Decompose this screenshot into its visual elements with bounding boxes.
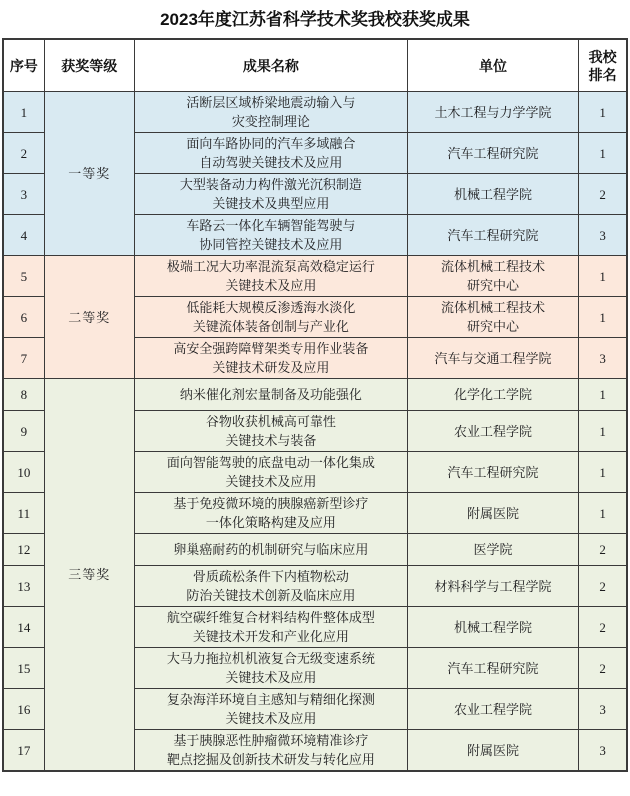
rank-cell [579,174,627,215]
table-body [3,92,627,772]
unit-cell [407,648,579,689]
cell-text-line: 一体化策略构建及应用 [205,515,336,530]
cell-text-line: 1 [599,505,606,521]
unit-cell [407,566,579,607]
achievement-name-cell [134,174,407,215]
cell-text-line: 16 [17,701,31,717]
rank-cell [579,411,627,452]
cell-text-line: 1 [599,268,606,284]
unit-cell [407,452,579,493]
cell-text-line: 靶点挖掘及创新技术研发与转化应用 [166,752,375,767]
achievement-name-cell [134,534,407,566]
row-number-cell [3,493,44,534]
cell-text-line: 卵巢癌耐药的机制研究与临床应用 [173,542,369,557]
achievement-name-cell [134,411,407,452]
cell-text-line: 7 [20,350,28,366]
cell-text-line: 1 [599,464,606,480]
cell-text-line: 面向车路协同的汽车多域融合 [186,136,356,151]
cell-text-line: 汽车工程研究院 [447,660,539,676]
cell-text-line: 纳米催化剂宏量制备及功能强化 [179,387,362,402]
cell-text-line: 关键技术及应用 [225,474,317,489]
unit-cell [407,534,579,566]
rank-cell [579,534,627,566]
unit-cell [407,689,579,730]
table-header [3,39,627,92]
cell-text-line: 流体机械工程技术 [441,300,546,315]
cell-text-line: 汽车工程研究院 [447,145,539,161]
achievement-name-cell [134,297,407,338]
achievement-name-cell [134,493,407,534]
row-number-cell [3,452,44,493]
cell-text-line: 5 [20,268,28,284]
cell-text-line: 基于胰腺恶性肿瘤微环境精准诊疗 [173,733,369,748]
unit-cell [407,133,579,174]
achievement-name-cell [134,133,407,174]
cell-text-line: 流体机械工程技术 [441,259,546,274]
rank-cell [579,452,627,493]
unit-cell [407,92,579,133]
rank-cell [579,566,627,607]
row-number-cell [3,256,44,297]
achievement-name-cell [134,215,407,256]
achievement-name-cell [134,730,407,772]
rank-cell [579,92,627,133]
rank-cell [579,689,627,730]
cell-text-line: 防治关键技术创新及临床应用 [186,588,356,603]
cell-text-line: 1 [599,423,606,439]
cell-text-line: 关键技术研发及应用 [212,360,330,375]
cell-text-line: 附属医院 [467,742,520,758]
cell-text-line: 医学院 [473,542,513,557]
award-level-cell [44,92,134,256]
header-school-rank-line2: 排名 [588,66,617,83]
row-number-cell [3,297,44,338]
cell-text-line: 汽车工程研究院 [447,464,539,480]
achievement-name-cell [134,566,407,607]
row-number-cell [3,566,44,607]
cell-text-line: 大马力拖拉机机液复合无级变速系统 [166,651,375,666]
rank-cell [579,297,627,338]
cell-text-line: 关键技术及应用 [225,278,317,293]
cell-text-line: 12 [17,542,31,557]
cell-text-line: 化学化工学院 [454,387,533,402]
cell-text-line: 6 [20,309,28,325]
unit-cell [407,411,579,452]
cell-text-line: 航空碳纤维复合材料结构件整体成型 [166,610,375,625]
achievement-name-cell [134,256,407,297]
cell-text-line: 11 [17,505,31,521]
cell-text-line: 关键技术及应用 [225,711,317,726]
cell-text-line: 关键技术与装备 [225,433,317,448]
row-number-cell [3,730,44,772]
achievement-name-cell [134,379,407,411]
cell-text-line: 2 [599,186,606,202]
rank-cell [579,730,627,772]
cell-text-line: 二等奖 [68,309,111,325]
header-row [3,39,627,92]
rank-cell [579,256,627,297]
unit-cell [407,174,579,215]
unit-cell [407,256,579,297]
rank-cell [579,607,627,648]
cell-text-line: 协同管控关键技术及应用 [199,237,343,252]
cell-text-line: 1 [599,387,606,402]
cell-text-line: 汽车工程研究院 [447,227,539,243]
awards-table [2,38,628,772]
cell-text-line: 关键技术及典型应用 [212,196,330,211]
row-number-cell [3,607,44,648]
cell-text-line: 灾变控制理论 [231,114,310,129]
cell-text-line: 1 [599,309,606,325]
unit-cell [407,607,579,648]
award-level-cell [44,379,134,772]
rank-cell [579,133,627,174]
cell-text-line: 活断层区域桥梁地震动输入与 [186,95,356,110]
cell-text-line: 关键技术及应用 [225,670,317,685]
row-number-cell [3,411,44,452]
row-number-cell [3,648,44,689]
rank-cell [579,338,627,379]
rank-cell [579,215,627,256]
cell-text-line: 关键技术开发和产业化应用 [192,629,349,644]
cell-text-line: 2 [20,145,28,161]
cell-text-line: 4 [20,227,28,243]
cell-text-line: 1 [599,104,606,120]
cell-text-line: 农业工程学院 [454,423,533,439]
rank-cell [579,379,627,411]
cell-text-line: 1 [20,104,28,120]
page-title: 2023年度江苏省科学技术奖我校获奖成果 [160,10,470,29]
cell-text-line: 谷物收获机械高可靠性 [205,414,336,429]
rank-cell [579,648,627,689]
award-level-cell [44,256,134,379]
cell-text-line: 附属医院 [467,505,520,521]
unit-cell [407,730,579,772]
row-number-cell [3,174,44,215]
rank-cell [579,493,627,534]
cell-text-line: 机械工程学院 [454,186,533,202]
cell-text-line: 14 [17,619,31,635]
cell-text-line: 机械工程学院 [454,619,533,635]
cell-text-line: 面向智能驾驶的底盘电动一体化集成 [166,455,375,470]
achievement-name-cell [134,607,407,648]
header-unit: 单位 [407,39,579,92]
achievement-name-cell [134,648,407,689]
cell-text-line: 3 [599,701,606,717]
header-award-level: 获奖等级 [44,39,134,92]
row-number-cell [3,133,44,174]
cell-text-line: 低能耗大规模反渗透海水淡化 [186,300,356,315]
achievement-name-cell [134,92,407,133]
row-number-cell [3,338,44,379]
cell-text-line: 2 [599,578,606,594]
unit-cell [407,379,579,411]
cell-text-line: 高安全强跨障臂架类专用作业装备 [173,341,369,356]
cell-text-line: 三等奖 [68,567,111,582]
table-row [3,256,627,297]
unit-cell [407,215,579,256]
cell-text-line: 极端工况大功率混流泵高效稳定运行 [166,259,375,274]
cell-text-line: 大型装备动力构件激光沉积制造 [179,177,362,192]
cell-text-line: 基于免疫微环境的胰腺癌新型诊疗 [173,496,369,511]
row-number-cell [3,379,44,411]
achievement-name-cell [134,452,407,493]
cell-text-line: 车路云一体化车辆智能驾驶与 [186,218,356,233]
row-number-cell [3,92,44,133]
header-serial-number: 序号 [3,39,44,92]
cell-text-line: 农业工程学院 [454,701,533,717]
cell-text-line: 关键流体装备创制与产业化 [192,319,349,334]
table-row [3,379,627,411]
cell-text-line: 3 [599,742,606,758]
header-achievement-name: 成果名称 [134,39,407,92]
cell-text-line: 土木工程与力学学院 [434,104,552,120]
cell-text-line: 8 [20,387,28,402]
cell-text-line: 17 [17,742,31,758]
cell-text-line: 2 [599,542,606,557]
cell-text-line: 一等奖 [68,166,111,181]
achievement-name-cell [134,689,407,730]
cell-text-line: 汽车与交通工程学院 [434,350,552,366]
cell-text-line: 1 [599,145,606,161]
achievement-name-cell [134,338,407,379]
row-number-cell [3,534,44,566]
header-school-rank [579,39,627,92]
unit-cell [407,493,579,534]
cell-text-line: 研究中心 [467,278,520,293]
cell-text-line: 3 [20,186,28,202]
cell-text-line: 13 [17,578,31,594]
cell-text-line: 9 [20,423,28,439]
cell-text-line: 3 [599,227,606,243]
cell-text-line: 材料科学与工程学院 [434,578,552,594]
cell-text-line: 2 [599,619,606,635]
unit-cell [407,338,579,379]
row-number-cell [3,215,44,256]
cell-text-line: 骨质疏松条件下内植物松动 [192,569,349,584]
row-number-cell [3,689,44,730]
unit-cell [407,297,579,338]
header-school-rank-line1: 我校 [588,48,617,65]
cell-text-line: 15 [17,660,31,676]
cell-text-line: 复杂海洋环境自主感知与精细化探测 [166,692,375,707]
table-row [3,92,627,133]
cell-text-line: 3 [599,350,606,366]
cell-text-line: 2 [599,660,606,676]
cell-text-line: 10 [17,464,31,480]
cell-text-line: 自动驾驶关键技术及应用 [199,155,343,170]
cell-text-line: 研究中心 [467,319,520,334]
